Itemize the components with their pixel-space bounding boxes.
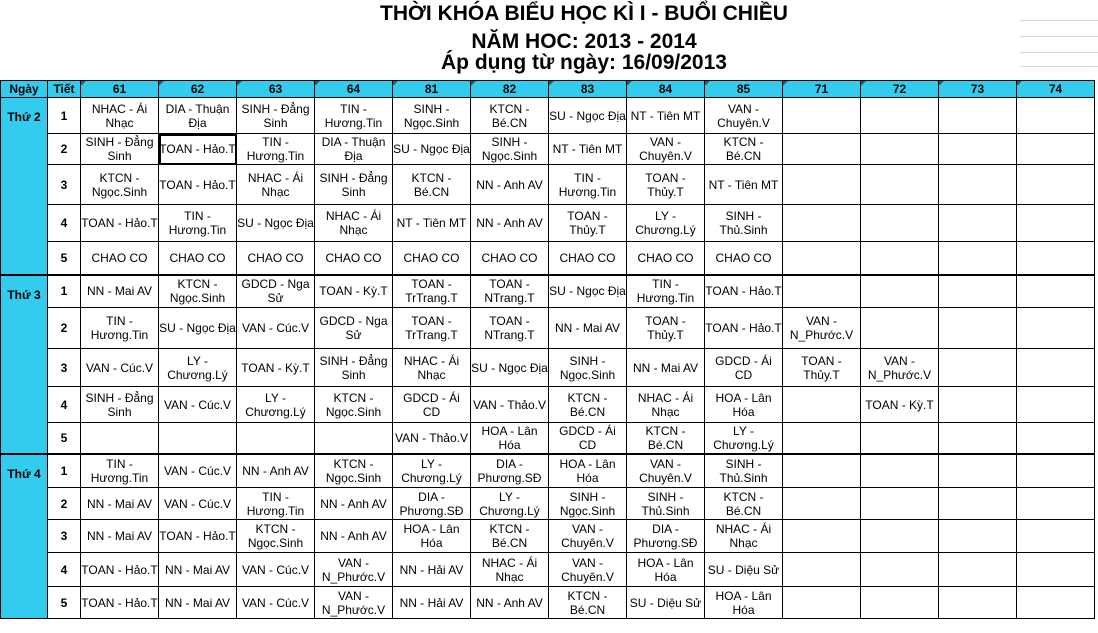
schedule-cell[interactable]: NT - Tiên MT xyxy=(393,205,471,242)
schedule-cell[interactable] xyxy=(783,553,861,587)
schedule-cell[interactable]: NN - Mai AV xyxy=(549,308,627,349)
table-row xyxy=(1,553,1095,587)
period-number[interactable]: 3 xyxy=(48,520,81,553)
schedule-cell[interactable]: KTCN - Bé.CN xyxy=(705,488,783,520)
title-area xyxy=(0,0,1098,80)
schedule-cell[interactable]: VAN - Chuyên.V xyxy=(549,520,627,553)
schedule-cell[interactable] xyxy=(939,205,1017,242)
schedule-cell[interactable] xyxy=(861,98,939,134)
schedule-cell[interactable] xyxy=(861,520,939,553)
schedule-cell[interactable] xyxy=(861,205,939,242)
period-number[interactable]: 1 xyxy=(48,454,81,488)
schedule-cell[interactable]: NN - Mai AV xyxy=(81,488,159,520)
header-class-85[interactable]: 85 xyxy=(705,81,783,98)
filter-marker-icon xyxy=(237,81,242,86)
period-number[interactable]: 4 xyxy=(48,553,81,587)
schedule-cell[interactable]: SU - Diệu Sử xyxy=(705,553,783,587)
table-row xyxy=(1,308,1095,349)
schedule-cell[interactable]: KTCN - Ngọc.Sinh xyxy=(315,387,393,423)
schedule-cell[interactable] xyxy=(939,242,1017,275)
schedule-cell[interactable] xyxy=(939,520,1017,553)
schedule-cell[interactable]: SINH - Đẳng Sinh xyxy=(81,134,159,165)
schedule-cell[interactable]: KTCN - Bé.CN xyxy=(471,520,549,553)
schedule-cell[interactable]: VAN - N_Phước.V xyxy=(861,349,939,387)
schedule-cell[interactable] xyxy=(81,423,159,454)
schedule-cell[interactable]: LY - Chương.Lý xyxy=(393,454,471,488)
schedule-cell[interactable] xyxy=(1017,423,1095,454)
schedule-cell[interactable]: SINH - Thủ.Sinh xyxy=(705,454,783,488)
schedule-cell[interactable]: LY - Chương.Lý xyxy=(159,349,237,387)
table-row xyxy=(1,520,1095,553)
schedule-cell[interactable]: NN - Anh AV xyxy=(471,205,549,242)
schedule-cell[interactable]: SU - Ngọc Địa xyxy=(549,98,627,134)
schedule-cell[interactable]: CHAO CO xyxy=(393,242,471,275)
schedule-cell[interactable]: SINH - Ngọc.Sinh xyxy=(393,98,471,134)
schedule-cell[interactable]: TOAN - Hảo.T xyxy=(705,308,783,349)
schedule-cell[interactable] xyxy=(861,134,939,165)
schedule-cell[interactable]: TOAN - Thủy.T xyxy=(549,205,627,242)
schedule-cell[interactable]: SINH - Đẳng Sinh xyxy=(315,165,393,205)
schedule-cell[interactable] xyxy=(315,423,393,454)
period-number[interactable]: 5 xyxy=(48,242,81,275)
schedule-cell[interactable] xyxy=(783,165,861,205)
schedule-cell[interactable]: CHAO CO xyxy=(549,242,627,275)
header-class-72[interactable]: 72 xyxy=(861,81,939,98)
table-row xyxy=(1,275,1095,308)
schedule-cell[interactable] xyxy=(1017,349,1095,387)
schedule-cell[interactable]: VAN - Cúc.V xyxy=(81,349,159,387)
schedule-cell[interactable]: NN - Hải AV xyxy=(393,553,471,587)
schedule-cell[interactable] xyxy=(783,205,861,242)
schedule-cell[interactable]: KTCN - Bé.CN xyxy=(627,423,705,454)
schedule-cell[interactable]: VAN - Chuyên.V xyxy=(627,454,705,488)
schedule-cell[interactable]: TOAN - Hảo.T xyxy=(159,165,237,205)
schedule-cell[interactable] xyxy=(1017,387,1095,423)
gridline xyxy=(1020,52,1098,53)
schedule-cell[interactable]: CHAO CO xyxy=(159,242,237,275)
schedule-cell[interactable] xyxy=(1017,587,1095,619)
schedule-cell[interactable]: GDCD - Ái CD xyxy=(549,423,627,454)
schedule-cell[interactable] xyxy=(861,587,939,619)
schedule-cell[interactable]: SINH - Ngọc.Sinh xyxy=(549,349,627,387)
school-year: NĂM HOC: 2013 - 2014 xyxy=(471,30,697,53)
schedule-cell[interactable] xyxy=(939,423,1017,454)
schedule-cell[interactable] xyxy=(159,423,237,454)
table-row xyxy=(1,134,1095,165)
schedule-cell[interactable] xyxy=(783,275,861,308)
gridline xyxy=(1020,66,1098,67)
schedule-cell[interactable]: NHAC - Ái Nhạc xyxy=(471,553,549,587)
header-class-84[interactable]: 84 xyxy=(627,81,705,98)
period-number[interactable]: 5 xyxy=(48,423,81,454)
schedule-cell[interactable] xyxy=(939,165,1017,205)
schedule-cell[interactable]: SU - Ngọc Địa xyxy=(237,205,315,242)
schedule-cell[interactable] xyxy=(939,387,1017,423)
schedule-cell[interactable]: NN - Hải AV xyxy=(393,587,471,619)
day-label[interactable]: Thứ 3 xyxy=(1,275,48,454)
schedule-cell[interactable]: TIN - Hương.Tin xyxy=(549,165,627,205)
schedule-cell[interactable]: TOAN - Hảo.T xyxy=(159,134,237,165)
timetable-grid xyxy=(0,80,1095,619)
schedule-cell[interactable]: NN - Mai AV xyxy=(81,520,159,553)
schedule-cell[interactable] xyxy=(783,488,861,520)
table-row xyxy=(1,423,1095,454)
schedule-cell[interactable]: DIA - Thuận Địa xyxy=(159,98,237,134)
schedule-cell[interactable] xyxy=(1017,488,1095,520)
table-row xyxy=(1,454,1095,488)
schedule-cell[interactable]: NT - Tiên MT xyxy=(549,134,627,165)
schedule-cell[interactable]: TIN - Hương.Tin xyxy=(159,205,237,242)
period-number[interactable]: 3 xyxy=(48,349,81,387)
schedule-cell[interactable]: TOAN - Hảo.T xyxy=(81,587,159,619)
schedule-cell[interactable] xyxy=(783,98,861,134)
schedule-cell[interactable]: VAN - Cúc.V xyxy=(237,553,315,587)
schedule-cell[interactable]: TOAN - Thủy.T xyxy=(783,349,861,387)
schedule-cell[interactable]: NHAC - Ái Nhạc xyxy=(705,520,783,553)
schedule-cell[interactable]: GDCD - Ái CD xyxy=(705,349,783,387)
schedule-cell[interactable]: SU - Ngọc Địa xyxy=(549,275,627,308)
schedule-cell[interactable]: VAN - N_Phước.V xyxy=(315,553,393,587)
schedule-cell[interactable]: VAN - Thảo.V xyxy=(471,387,549,423)
schedule-cell[interactable] xyxy=(939,349,1017,387)
schedule-cell[interactable] xyxy=(861,488,939,520)
schedule-cell[interactable]: SINH - Đẳng Sinh xyxy=(315,349,393,387)
schedule-cell[interactable]: NN - Anh AV xyxy=(315,488,393,520)
schedule-cell[interactable]: KTCN - Bé.CN xyxy=(471,98,549,134)
schedule-cell[interactable] xyxy=(1017,520,1095,553)
schedule-cell[interactable]: TOAN - Kỳ.T xyxy=(861,387,939,423)
period-number[interactable]: 2 xyxy=(48,134,81,165)
schedule-cell[interactable]: LY - Chương.Lý xyxy=(471,488,549,520)
table-row xyxy=(1,587,1095,619)
schedule-cell[interactable]: TIN - Hương.Tin xyxy=(81,454,159,488)
schedule-cell[interactable]: TIN - Hương.Tin xyxy=(627,275,705,308)
filter-marker-icon xyxy=(81,81,86,86)
filter-marker-icon xyxy=(549,81,554,86)
schedule-cell[interactable]: KTCN - Bé.CN xyxy=(705,134,783,165)
schedule-cell[interactable]: HOA - Lân Hóa xyxy=(393,520,471,553)
schedule-cell[interactable]: TOAN - Kỳ.T xyxy=(237,349,315,387)
schedule-cell[interactable]: KTCN - Bé.CN xyxy=(549,387,627,423)
schedule-cell[interactable]: NT - Tiên MT xyxy=(627,98,705,134)
filter-marker-icon xyxy=(939,81,944,86)
period-number[interactable]: 1 xyxy=(48,275,81,308)
header-class-81[interactable]: 81 xyxy=(393,81,471,98)
header-class-62[interactable]: 62 xyxy=(159,81,237,98)
schedule-cell[interactable]: VAN - Cúc.V xyxy=(159,387,237,423)
filter-marker-icon xyxy=(315,81,320,86)
schedule-cell[interactable] xyxy=(861,275,939,308)
schedule-cell[interactable]: NN - Mai AV xyxy=(159,553,237,587)
schedule-cell[interactable] xyxy=(861,553,939,587)
sheet-title: THỜI KHÓA BIỂU HỌC KÌ I - BUỔI CHIỀU xyxy=(380,2,788,25)
header-class-63[interactable]: 63 xyxy=(237,81,315,98)
schedule-cell[interactable]: SU - Ngọc Địa xyxy=(159,308,237,349)
schedule-cell[interactable]: LY - Chương.Lý xyxy=(705,423,783,454)
day-label[interactable]: Thứ 4 xyxy=(1,454,48,619)
schedule-cell[interactable]: SINH - Thủ.Sinh xyxy=(705,205,783,242)
schedule-cell[interactable] xyxy=(783,520,861,553)
filter-marker-icon xyxy=(783,81,788,86)
table-row xyxy=(1,349,1095,387)
schedule-cell[interactable]: VAN - Chuyên.V xyxy=(549,553,627,587)
schedule-cell[interactable]: CHAO CO xyxy=(315,242,393,275)
period-number[interactable]: 2 xyxy=(48,308,81,349)
schedule-cell[interactable] xyxy=(1017,454,1095,488)
schedule-cell[interactable]: LY - Chương.Lý xyxy=(627,205,705,242)
schedule-cell[interactable] xyxy=(939,98,1017,134)
schedule-cell[interactable]: TOAN - TrTrang.T xyxy=(393,308,471,349)
header-row xyxy=(1,81,1095,98)
schedule-cell[interactable] xyxy=(783,387,861,423)
schedule-cell[interactable] xyxy=(861,423,939,454)
schedule-cell[interactable]: NHAC - Ái Nhạc xyxy=(237,165,315,205)
schedule-cell[interactable]: TOAN - NTrang.T xyxy=(471,308,549,349)
period-number[interactable]: 1 xyxy=(48,98,81,134)
schedule-cell[interactable]: VAN - Chuyên.V xyxy=(705,98,783,134)
schedule-cell[interactable] xyxy=(861,242,939,275)
schedule-cell[interactable] xyxy=(783,454,861,488)
schedule-cell[interactable]: VAN - Chuyên.V xyxy=(627,134,705,165)
schedule-cell[interactable]: VAN - N_Phước.V xyxy=(315,587,393,619)
schedule-cell[interactable] xyxy=(939,308,1017,349)
schedule-cell[interactable] xyxy=(237,423,315,454)
schedule-cell[interactable]: TIN - Hương.Tin xyxy=(237,488,315,520)
schedule-cell[interactable]: LY - Chương.Lý xyxy=(237,387,315,423)
schedule-cell[interactable] xyxy=(1017,165,1095,205)
schedule-cell[interactable]: SU - Ngọc Địa xyxy=(393,134,471,165)
schedule-cell[interactable]: HOA - Lân Hóa xyxy=(549,454,627,488)
schedule-cell[interactable] xyxy=(1017,275,1095,308)
table-row xyxy=(1,98,1095,134)
schedule-cell[interactable]: TIN - Hương.Tin xyxy=(315,98,393,134)
schedule-cell[interactable]: SINH - Đẳng Sinh xyxy=(237,98,315,134)
applied-date: Áp dụng từ ngày: 16/09/2013 xyxy=(441,51,727,74)
schedule-cell[interactable]: NN - Mai AV xyxy=(81,275,159,308)
gridline xyxy=(1020,36,1098,37)
schedule-cell[interactable]: DIA - Phương.SĐ xyxy=(393,488,471,520)
schedule-cell[interactable] xyxy=(783,423,861,454)
schedule-cell[interactable]: DIA - Phương.SĐ xyxy=(471,454,549,488)
filter-marker-icon xyxy=(393,81,398,86)
schedule-cell[interactable]: VAN - Cúc.V xyxy=(237,587,315,619)
schedule-cell[interactable]: GDCD - Nga Sử xyxy=(315,308,393,349)
schedule-cell[interactable]: NT - Tiên MT xyxy=(705,165,783,205)
schedule-cell[interactable]: SINH - Đẳng Sinh xyxy=(81,387,159,423)
gridline xyxy=(1020,20,1098,21)
period-number[interactable]: 2 xyxy=(48,488,81,520)
schedule-cell[interactable]: SU - Ngọc Địa xyxy=(471,349,549,387)
schedule-cell[interactable]: HOA - Lân Hóa xyxy=(627,553,705,587)
table-row xyxy=(1,488,1095,520)
schedule-cell[interactable] xyxy=(939,553,1017,587)
schedule-cell[interactable]: TOAN - Hảo.T xyxy=(705,275,783,308)
schedule-cell[interactable]: HOA - Lân Hóa xyxy=(705,387,783,423)
period-number[interactable]: 4 xyxy=(48,205,81,242)
schedule-cell[interactable]: VAN - Thảo.V xyxy=(393,423,471,454)
schedule-cell[interactable]: SU - Diệu Sử xyxy=(627,587,705,619)
header-class-83[interactable]: 83 xyxy=(549,81,627,98)
schedule-cell[interactable]: TOAN - NTrang.T xyxy=(471,275,549,308)
schedule-cell[interactable]: GDCD - Nga Sử xyxy=(237,275,315,308)
table-row xyxy=(1,165,1095,205)
schedule-cell[interactable]: KTCN - Bé.CN xyxy=(393,165,471,205)
schedule-cell[interactable] xyxy=(1017,308,1095,349)
schedule-cell[interactable] xyxy=(1017,98,1095,134)
table-row xyxy=(1,205,1095,242)
schedule-cell[interactable]: TOAN - TrTrang.T xyxy=(393,275,471,308)
period-number[interactable]: 5 xyxy=(48,587,81,619)
schedule-cell[interactable]: HOA - Lân Hóa xyxy=(705,587,783,619)
schedule-cell[interactable] xyxy=(939,587,1017,619)
header-class-61[interactable]: 61 xyxy=(81,81,159,98)
schedule-cell[interactable]: SINH - Ngọc.Sinh xyxy=(549,488,627,520)
schedule-cell[interactable]: VAN - Cúc.V xyxy=(159,454,237,488)
schedule-cell[interactable]: NHAC - Ái Nhạc xyxy=(393,349,471,387)
schedule-cell[interactable]: HOA - Lân Hóa xyxy=(471,423,549,454)
schedule-cell[interactable]: TOAN - Hảo.T xyxy=(81,205,159,242)
schedule-cell[interactable]: CHAO CO xyxy=(471,242,549,275)
schedule-cell[interactable]: NHAC - Ái Nhạc xyxy=(81,98,159,134)
schedule-cell[interactable] xyxy=(783,242,861,275)
schedule-cell[interactable]: NN - Anh AV xyxy=(471,165,549,205)
schedule-cell[interactable]: CHAO CO xyxy=(627,242,705,275)
schedule-cell[interactable]: NHAC - Ái Nhạc xyxy=(315,205,393,242)
schedule-cell[interactable]: TIN - Hương.Tin xyxy=(81,308,159,349)
filter-marker-icon xyxy=(705,81,710,86)
schedule-cell[interactable] xyxy=(861,308,939,349)
table-row xyxy=(1,387,1095,423)
schedule-cell[interactable]: CHAO CO xyxy=(705,242,783,275)
schedule-cell[interactable] xyxy=(783,134,861,165)
period-number[interactable]: 3 xyxy=(48,165,81,205)
schedule-cell[interactable]: VAN - N_Phước.V xyxy=(783,308,861,349)
schedule-cell[interactable] xyxy=(1017,205,1095,242)
schedule-cell[interactable] xyxy=(861,165,939,205)
schedule-cell[interactable]: TOAN - Thủy.T xyxy=(627,165,705,205)
filter-marker-icon xyxy=(1017,81,1022,86)
schedule-cell[interactable]: TOAN - Kỳ.T xyxy=(315,275,393,308)
header-period[interactable]: Tiết xyxy=(48,81,81,98)
header-class-71[interactable]: 71 xyxy=(783,81,861,98)
schedule-cell[interactable]: DIA - Phương.SĐ xyxy=(627,520,705,553)
schedule-cell[interactable] xyxy=(861,454,939,488)
schedule-cell[interactable]: SINH - Ngọc.Sinh xyxy=(471,134,549,165)
schedule-cell[interactable] xyxy=(939,275,1017,308)
schedule-cell[interactable] xyxy=(939,134,1017,165)
schedule-cell[interactable]: DIA - Thuận Địa xyxy=(315,134,393,165)
schedule-cell[interactable]: KTCN - Ngọc.Sinh xyxy=(159,275,237,308)
schedule-cell[interactable] xyxy=(783,587,861,619)
schedule-cell[interactable]: NN - Anh AV xyxy=(237,454,315,488)
header-class-73[interactable]: 73 xyxy=(939,81,1017,98)
schedule-cell[interactable]: TOAN - Hảo.T xyxy=(159,520,237,553)
schedule-cell[interactable] xyxy=(1017,242,1095,275)
schedule-cell[interactable]: GDCD - Ái CD xyxy=(393,387,471,423)
header-class-74[interactable]: 74 xyxy=(1017,81,1095,98)
schedule-cell[interactable]: VAN - Cúc.V xyxy=(237,308,315,349)
filter-marker-icon xyxy=(861,81,866,86)
schedule-cell[interactable] xyxy=(1017,134,1095,165)
schedule-cell[interactable]: KTCN - Ngọc.Sinh xyxy=(81,165,159,205)
schedule-cell[interactable]: NHAC - Ái Nhạc xyxy=(627,387,705,423)
schedule-cell[interactable]: CHAO CO xyxy=(237,242,315,275)
schedule-cell[interactable]: TIN - Hương.Tin xyxy=(237,134,315,165)
schedule-cell[interactable]: NN - Mai AV xyxy=(159,587,237,619)
schedule-cell[interactable]: NN - Anh AV xyxy=(471,587,549,619)
schedule-cell[interactable]: NN - Anh AV xyxy=(315,520,393,553)
schedule-cell[interactable] xyxy=(939,454,1017,488)
schedule-cell[interactable]: TOAN - Hảo.T xyxy=(81,553,159,587)
period-number[interactable]: 4 xyxy=(48,387,81,423)
schedule-cell[interactable]: SINH - Thủ.Sinh xyxy=(627,488,705,520)
schedule-cell[interactable]: NN - Mai AV xyxy=(627,349,705,387)
filter-marker-icon xyxy=(471,81,476,86)
schedule-cell[interactable]: VAN - Cúc.V xyxy=(159,488,237,520)
schedule-cell[interactable]: KTCN - Bé.CN xyxy=(549,587,627,619)
filter-marker-icon xyxy=(159,81,164,86)
filter-marker-icon xyxy=(627,81,632,86)
header-class-64[interactable]: 64 xyxy=(315,81,393,98)
table-row xyxy=(1,242,1095,275)
day-label[interactable]: Thứ 2 xyxy=(1,98,48,275)
header-day[interactable]: Ngày xyxy=(1,81,48,98)
schedule-cell[interactable]: KTCN - Ngọc.Sinh xyxy=(237,520,315,553)
schedule-cell[interactable] xyxy=(939,488,1017,520)
schedule-cell[interactable]: CHAO CO xyxy=(81,242,159,275)
schedule-cell[interactable]: TOAN - Thủy.T xyxy=(627,308,705,349)
schedule-cell[interactable] xyxy=(1017,553,1095,587)
header-class-82[interactable]: 82 xyxy=(471,81,549,98)
schedule-cell[interactable]: KTCN - Ngọc.Sinh xyxy=(315,454,393,488)
